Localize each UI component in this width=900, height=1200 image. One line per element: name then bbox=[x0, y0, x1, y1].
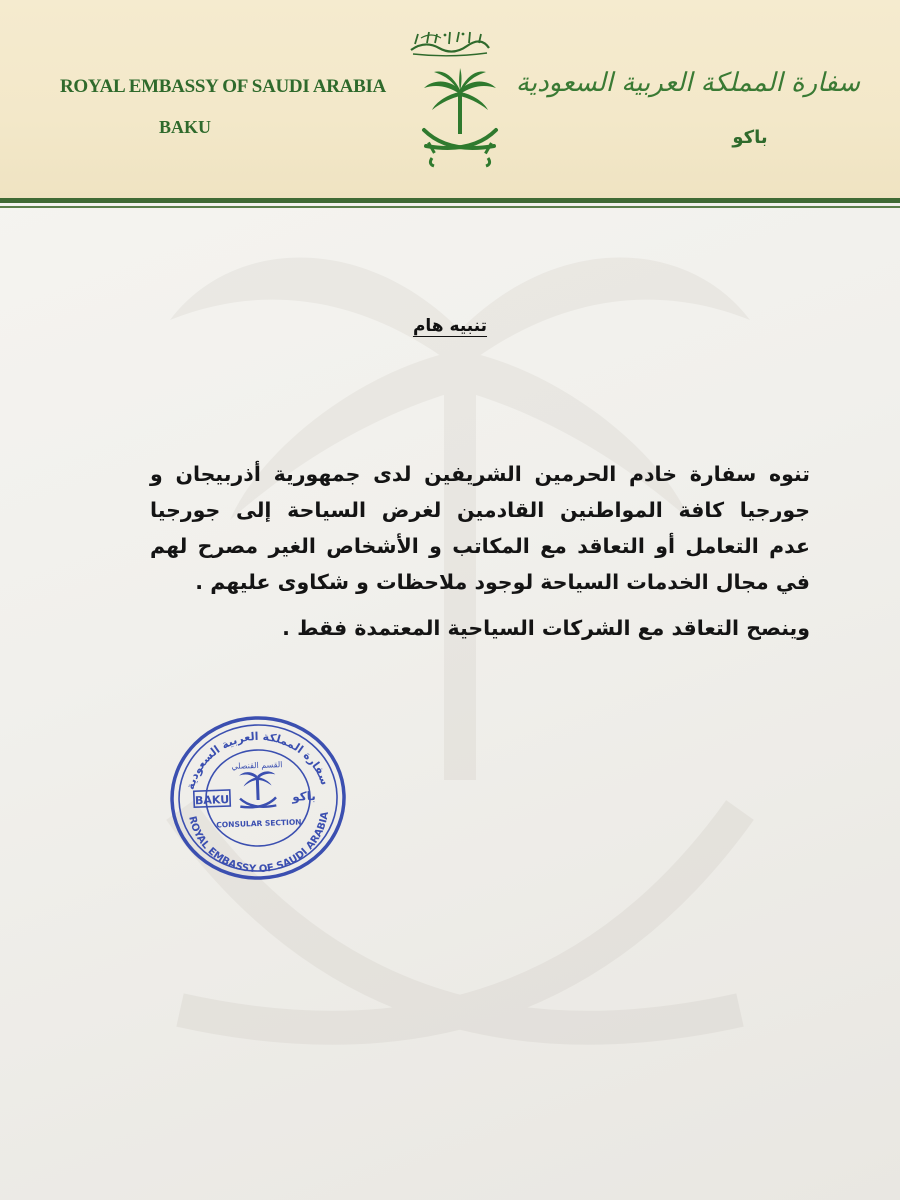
stamp-right-label: باكو bbox=[292, 788, 317, 804]
notice-line: في مجال الخدمات السياحة لوجود ملاحظات و شكاوى عليهم . bbox=[195, 570, 810, 594]
stamp-left-label: BAKU bbox=[194, 793, 230, 808]
stamp-department-arabic: القسم القنصلي bbox=[231, 760, 283, 771]
embassy-name-english: ROYAL EMBASSY OF SAUDI ARABIA bbox=[60, 76, 386, 97]
notice-line: جورجيا كافة المواطنين القادمين لغرض السياحة إلى جورجيا bbox=[150, 498, 810, 522]
notice-line: تنوه سفارة خادم الحرمين الشريفين لدى جمهورية أذربيجان و bbox=[150, 462, 810, 486]
stamp-top-arc-text: سفارة المملكة العربية السعودية bbox=[183, 729, 332, 792]
stamp-department-english: CONSULAR SECTION bbox=[216, 817, 302, 830]
paper-watermark-emblem bbox=[140, 190, 780, 1200]
consular-stamp-seal bbox=[163, 707, 353, 887]
palm-swords-emblem-icon bbox=[418, 68, 502, 168]
basmala-calligraphy bbox=[405, 28, 495, 58]
notice-title: تنبيه هام bbox=[412, 316, 488, 336]
notice-closing-line: وينصح التعاقد مع الشركات السياحية المعتمدة فقط . bbox=[282, 616, 810, 640]
notice-body bbox=[150, 456, 810, 646]
city-name-english: BAKU bbox=[158, 117, 211, 137]
stamp-bottom-arc-text: ROYAL EMBASSY OF SAUDI ARABIA bbox=[186, 810, 332, 876]
notice-line: عدم التعامل أو التعاقد مع المكاتب و الأشخاص الغير مصرح لهم bbox=[150, 534, 810, 558]
embassy-name-arabic: سفارة المملكة العربية السعودية bbox=[515, 68, 860, 98]
city-name-arabic: باكو bbox=[732, 127, 768, 148]
